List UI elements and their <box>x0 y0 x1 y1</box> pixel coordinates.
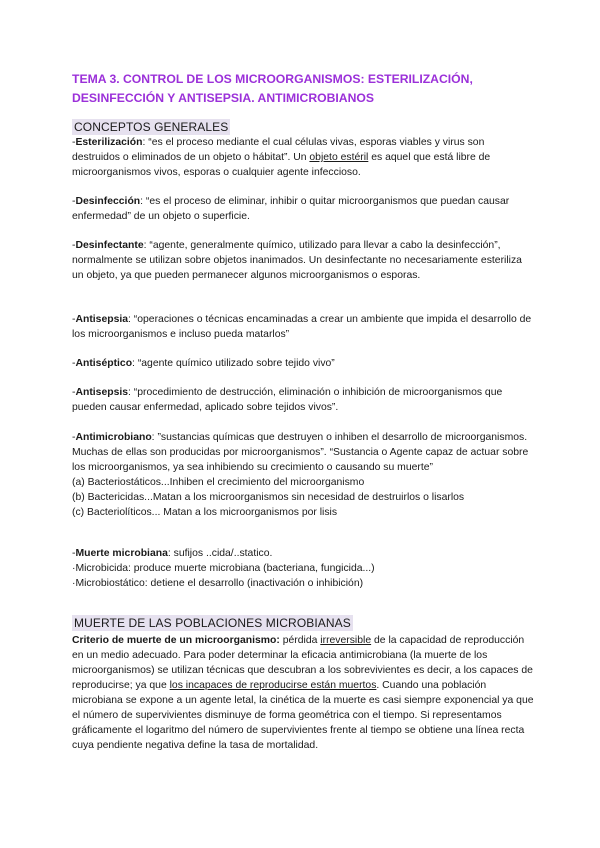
definition-text: : sufijos ..cida/..statico. <box>167 548 273 559</box>
body-text: . Cuando una población microbiana se expone a un agente letal, la cinética de la muerte es casi siempre exponencial ya que el número de supervivientes disminuye de forma geométrica con el tiempo. Si representamos gráficamente el logaritmo del número de supervivientes frente al tiempo se obtiene una línea recta cuya pendiente negativa define la tasa de mortalidad. <box>72 680 534 751</box>
dash: - <box>72 387 76 398</box>
term-antisepsia: Antisepsia <box>75 314 129 325</box>
body-text: pérdida <box>279 635 321 646</box>
definition-text: : “agente, generalmente químico, utilizado para llevar a cabo la desinfección”, normalmente se utilizan sobre objetos inanimados. Un desinfectante no necesariamente esteriliza un objeto, ya que pueden permanecer algunos microorganismos o esporas. <box>72 240 522 281</box>
paragraph-antimicrobiano <box>72 430 534 520</box>
list-item: (c) Bacteriolíticos... Matan a los microorganismos por lisis <box>72 507 338 518</box>
underlined-term: objeto estéril <box>309 152 369 163</box>
dash: - <box>72 196 76 207</box>
dash: - <box>72 137 76 148</box>
term-esterilizacion: Esterilización <box>75 137 143 148</box>
definition-text: : “procedimiento de destrucción, eliminación o inhibición de microorganismos que pueden causar enfermedad, aplicado sobre tejidos vivos”. <box>72 387 503 413</box>
term-antisepsis: Antisepsis <box>75 387 129 398</box>
list-item: (a) Bacteriostáticos...Inhiben el crecimiento del microorganismo <box>72 477 365 488</box>
dash: - <box>72 240 76 251</box>
body-text: de la capacidad de reproducción en un medio adecuado. Para poder determinar la eficacia antimicrobiana (la muerte de los microorganismos) se utilizan técnicas que descubran a los sobrevivientes es decir, a los capaces de reproducirse; ya que <box>72 635 533 691</box>
term-antimicrobiano: Antimicrobiano <box>75 432 152 443</box>
term-criterio-muerte: Criterio de muerte de un microorganismo: <box>72 635 280 646</box>
definition-text: : “agente químico utilizado sobre tejido vivo” <box>132 358 335 369</box>
paragraph-desinfectante <box>72 238 534 283</box>
paragraph-antiseptico <box>72 356 534 371</box>
list-item: ·Microbicida: produce muerte microbiana (bacteriana, fungicida...) <box>72 563 375 574</box>
term-muerte-microbiana: Muerte microbiana <box>75 548 168 559</box>
section-heading-muerte-poblaciones: MUERTE DE LAS POBLACIONES MICROBIANAS <box>74 616 351 630</box>
underlined-phrase: los incapaces de reproducirse están muertos <box>169 680 377 691</box>
dash: - <box>72 432 76 443</box>
definition-text: : ”sustancias químicas que destruyen o inhiben el desarrollo de microorganismos. Muchas de ellas son producidas por microorganismos”. “Sustancia o Agente capaz de actuar sobre los microorganismos, ya sea inhibiendo su crecimiento o causando su muerte” <box>72 432 529 473</box>
dash: - <box>72 314 76 325</box>
definition-text: : “es el proceso de eliminar, inhibir o quitar microorganismos que puedan causar enfermedad” de un objeto o superficie. <box>72 196 510 222</box>
paragraph-esterilizacion <box>72 135 534 180</box>
underlined-term: irreversible <box>320 635 372 646</box>
definition-text: : “es el proceso mediante el cual células vivas, esporas viables y virus son destruidos o eliminados de un objeto o hábitat”. Un <box>72 137 485 163</box>
section-heading-conceptos: CONCEPTOS GENERALES <box>74 120 229 134</box>
dash: - <box>72 358 76 369</box>
dash: - <box>72 548 76 559</box>
term-antiseptico: Antiséptico <box>75 358 133 369</box>
paragraph-criterio-muerte <box>72 633 534 753</box>
definition-text: es aquel que está libre de microorganismos vivos, esporas o cualquier agente infeccioso. <box>72 152 491 178</box>
list-item: ·Microbiostático: detiene el desarrollo (inactivación o inhibición) <box>72 578 364 589</box>
definition-text: : “operaciones o técnicas encaminadas a crear un ambiente que impida el desarrollo de los microorganismos e incluso pueda matarlos” <box>72 314 532 340</box>
term-desinfeccion: Desinfección <box>75 196 141 207</box>
document-title: TEMA 3. CONTROL DE LOS MICROORGANISMOS: ESTERILIZACIÓN, DESINFECCIÓN Y ANTISEPSIA. ANTIMICROBIANOS <box>72 72 473 105</box>
paragraph-antisepsis <box>72 385 534 415</box>
paragraph-antisepsia <box>72 312 534 342</box>
term-desinfectante: Desinfectante <box>75 240 144 251</box>
paragraph-desinfeccion <box>72 194 534 224</box>
paragraph-muerte-microbiana <box>72 546 534 591</box>
list-item: (b) Bactericidas...Matan a los microorganismos sin necesidad de destruirlos o lisarlos <box>72 492 465 503</box>
